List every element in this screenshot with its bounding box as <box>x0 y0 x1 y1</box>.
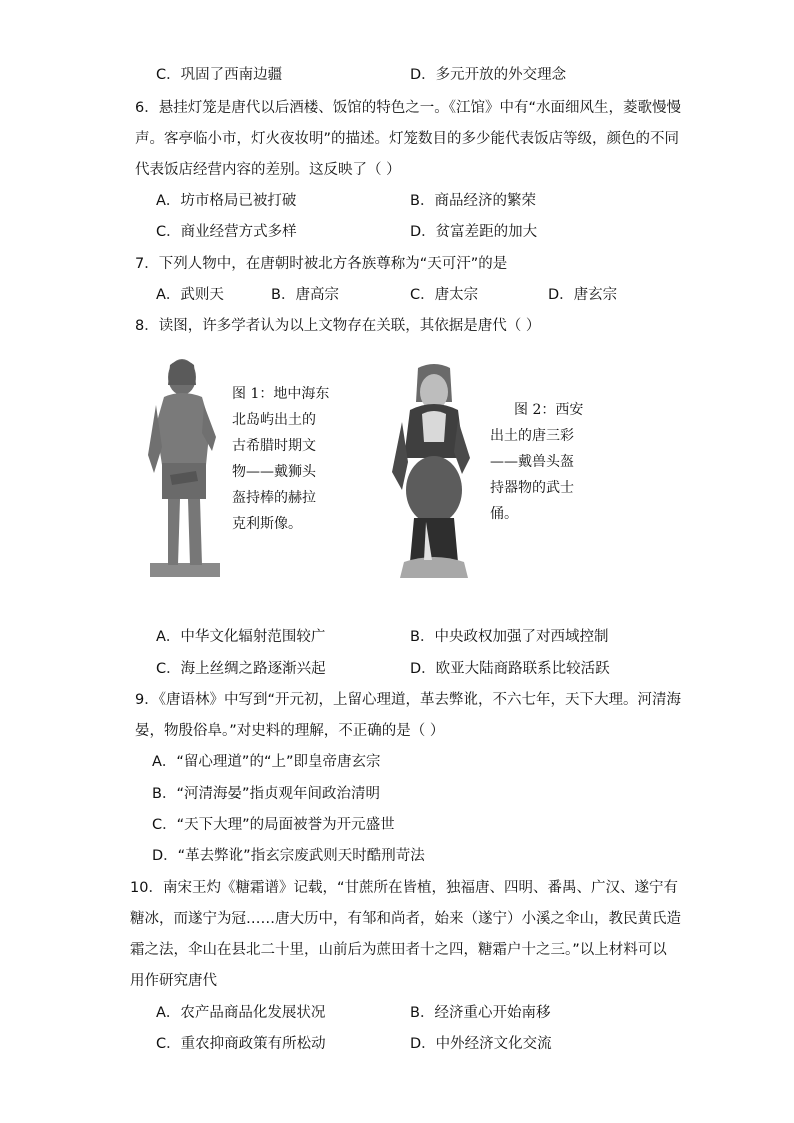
q8-option-c: C．海上丝绸之路逐渐兴起 <box>156 661 326 677</box>
q7-option-a: A．武则天 <box>156 287 224 303</box>
q10-option-a: A．农产品商品化发展状况 <box>156 1005 326 1021</box>
figure-2-sancai-warrior-figurine <box>388 362 480 582</box>
q6-stem-line-2: 声。客亭临小市，灯火夜妆明”的描述。灯笼数目的多少能代表饭店等级，颜色的不同 <box>135 131 680 147</box>
figure-2-caption <box>490 397 583 527</box>
figure-1-caption-line: 古希腊时期文 <box>232 438 316 454</box>
q8-option-d: D．欧亚大陆商路联系比较活跃 <box>410 661 610 677</box>
q7-option-b: B．唐高宗 <box>271 287 339 303</box>
figure-1-heracles-statue <box>140 355 230 580</box>
q10-option-b: B．经济重心开始南移 <box>410 1005 551 1021</box>
figure-1-caption <box>232 381 329 537</box>
figure-2-caption-line: 出土的唐三彩 <box>490 428 574 444</box>
figure-1-caption-line: 北岛屿出土的 <box>232 412 316 428</box>
q6-stem-line-3: 代表饭店经营内容的差别。这反映了（ ） <box>135 162 401 178</box>
figure-2-caption-line: 图 2：西安 <box>514 402 584 418</box>
figure-1-caption-line: 物——戴狮头 <box>232 464 316 480</box>
q8-stem: 8．读图，许多学者认为以上文物存在关联，其依据是唐代（ ） <box>135 318 541 334</box>
q8-option-b: B．中央政权加强了对西域控制 <box>410 629 609 645</box>
q10-stem-line-4: 用作研究唐代 <box>130 973 217 989</box>
q9-option-a: A．“留心理道”的“上”即皇帝唐玄宗 <box>152 754 381 770</box>
q6-option-c: C．商业经营方式多样 <box>156 224 297 240</box>
q9-option-c: C．“天下大理”的局面被誉为开元盛世 <box>152 817 395 833</box>
figure-1-caption-line: 图 1：地中海东 <box>232 386 330 402</box>
q9-option-d: D．“革去弊讹”指玄宗废武则天时酷刑苛法 <box>152 848 425 864</box>
q10-option-c: C．重农抑商政策有所松动 <box>156 1036 326 1052</box>
q9-stem-line-1: 9．《唐语林》中写到“开元初，上留心理道，革去弊讹，不六七年，天下大理。河清海 <box>135 692 681 708</box>
q7-option-d: D．唐玄宗 <box>548 287 618 303</box>
q6-option-d: D．贫富差距的加大 <box>410 224 538 240</box>
q5-option-c: C．巩固了西南边疆 <box>156 67 283 83</box>
q8-option-a: A．中华文化辐射范围较广 <box>156 629 326 645</box>
q6-option-b: B．商品经济的繁荣 <box>410 193 536 209</box>
figure-2-caption-line: 俑。 <box>490 506 518 522</box>
q10-stem-line-3: 霜之法，伞山在县北二十里，山前后为蔗田者十之四，糖霜户十之三。”以上材料可以 <box>130 942 667 958</box>
figure-1-caption-line: 克利斯像。 <box>232 516 302 532</box>
q5-option-d: D．多元开放的外交理念 <box>410 67 567 83</box>
q7-stem: 7．下列人物中，在唐朝时被北方各族尊称为“天可汗”的是 <box>135 256 508 272</box>
q6-stem-line-1: 6．悬挂灯笼是唐代以后酒楼、饭馆的特色之一。《江馆》中有“水面细风生，菱歌慢慢 <box>135 100 681 116</box>
q10-stem-line-1: 10．南宋王灼《糖霜谱》记载，“甘蔗所在皆植，独福唐、四明、番禺、广汉、遂宁有 <box>130 880 678 896</box>
figure-1-caption-line: 盔持棒的赫拉 <box>232 490 316 506</box>
q9-stem-line-2: 晏，物殷俗阜。”对史料的理解，不正确的是（ ） <box>135 723 445 739</box>
q6-option-a: A．坊市格局已被打破 <box>156 193 297 209</box>
figure-2-caption-line: 持器物的武士 <box>490 480 574 496</box>
q10-option-d: D．中外经济文化交流 <box>410 1036 552 1052</box>
q9-option-b: B．“河清海晏”指贞观年间政治清明 <box>152 786 380 802</box>
q10-stem-line-2: 糖冰，而遂宁为冠……唐大历中，有邹和尚者，始来（遂宁）小溪之伞山，教民黄氏造 <box>130 911 681 927</box>
figure-2-caption-line: ——戴兽头盔 <box>490 454 574 470</box>
q7-option-c: C．唐太宗 <box>410 287 479 303</box>
